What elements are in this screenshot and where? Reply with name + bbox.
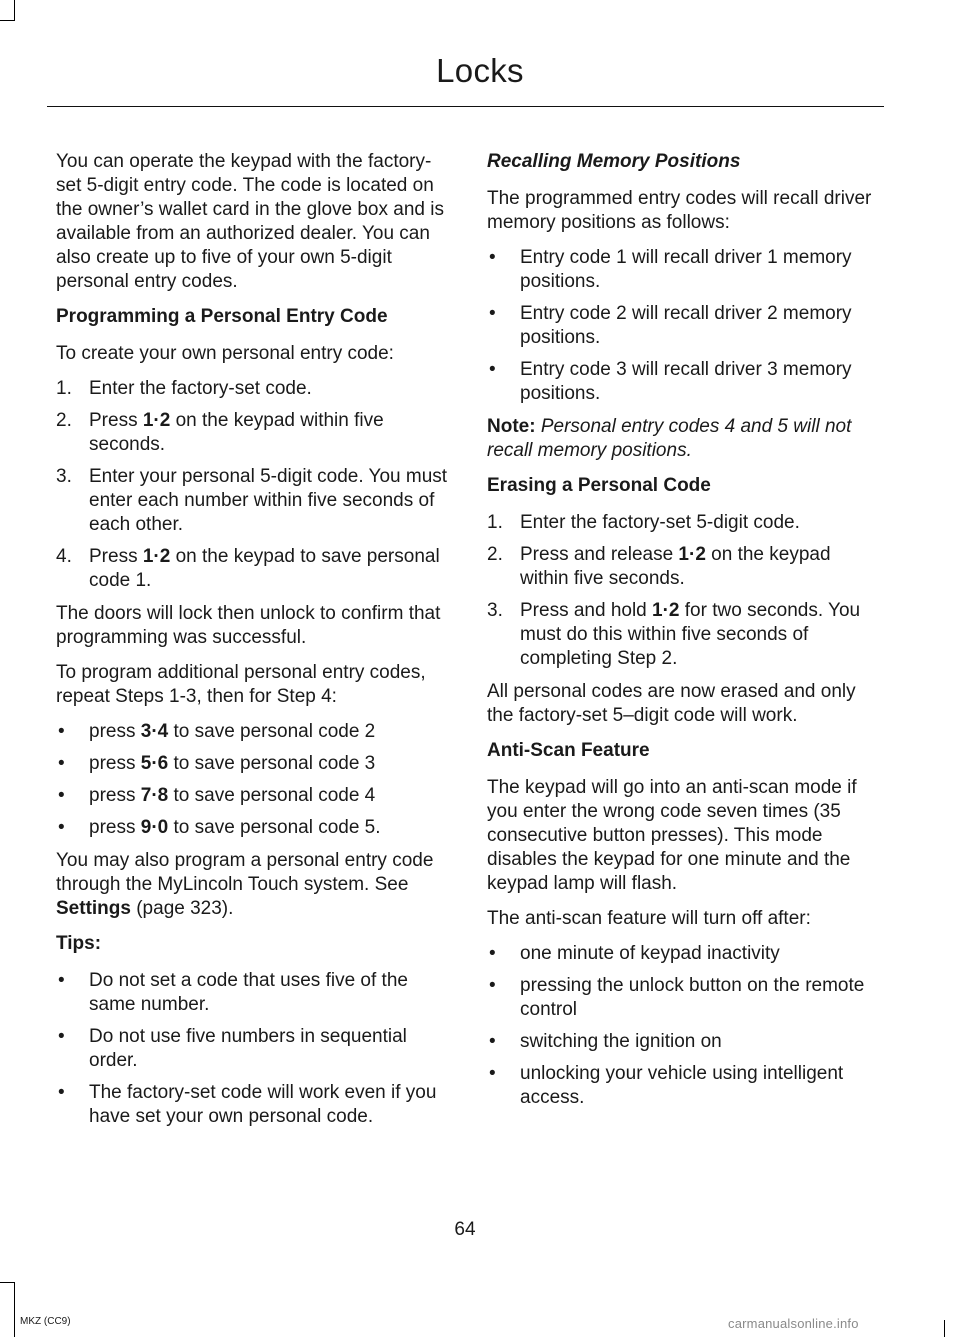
confirm-paragraph: The doors will lock then unlock to confirm that programming was successful. [56, 603, 441, 648]
bullet-icon: • [489, 303, 496, 324]
key-combo: 7·8 [140, 785, 169, 806]
step-number: 3. [56, 466, 72, 487]
settings-link[interactable]: Settings [56, 898, 131, 919]
bullet-icon: • [58, 1082, 65, 1103]
list-item [487, 1030, 879, 1054]
list-item [56, 969, 448, 1017]
page-number: 64 [454, 1219, 476, 1240]
antiscan-off-intro: The anti-scan feature will turn off after: [487, 908, 811, 929]
note-label: Note: [487, 416, 536, 437]
step-text-post: on the keypad within five seconds. [89, 410, 384, 455]
crop-mark [14, 1282, 15, 1337]
step-text: Enter your personal 5-digit code. You must enter each number within five seconds of each other. [89, 466, 448, 535]
watermark: carmanualsonline.info [728, 1316, 859, 1331]
bullet-icon: • [489, 359, 496, 380]
bullet-icon: • [489, 1063, 496, 1084]
list-item [56, 545, 448, 593]
key-combo: 9·0 [140, 817, 169, 838]
antiscan-item-text: pressing the unlock button on the remote control [520, 975, 865, 1020]
step-text-post: on the keypad to save personal code 1. [89, 546, 440, 591]
step-text-pre: Press and hold [520, 600, 653, 621]
section-heading-memory: Recalling Memory Positions [487, 151, 741, 172]
step-text-pre: Press [89, 410, 143, 431]
bullet-icon: • [58, 1026, 65, 1047]
memory-list [487, 246, 879, 406]
tips-list [56, 969, 448, 1129]
item-text-post: to save personal code 3 [168, 753, 376, 774]
item-text-pre: press [89, 817, 141, 838]
antiscan-off-list [487, 942, 879, 1110]
additional-codes-list [56, 720, 448, 840]
memory-item-text: Entry code 2 will recall driver 2 memory positions. [520, 303, 852, 348]
memory-item-text: Entry code 3 will recall driver 3 memory positions. [520, 359, 852, 404]
bullet-icon: • [58, 785, 65, 806]
page-title: Locks [436, 52, 524, 89]
bullet-icon: • [58, 753, 65, 774]
key-combo: 1·2 [142, 410, 171, 431]
key-combo: 1·2 [678, 544, 706, 565]
step-text-pre: Press [89, 546, 143, 567]
step-text-pre: Press and release [520, 544, 679, 565]
tip-text: Do not set a code that uses five of the same number. [89, 970, 408, 1015]
touch-paragraph [56, 849, 448, 921]
list-item [487, 599, 879, 671]
list-item [56, 816, 448, 840]
list-item [487, 1062, 879, 1110]
tip-text: Do not use five numbers in sequential order. [89, 1026, 407, 1071]
step-number: 4. [56, 546, 72, 567]
key-combo: 1·2 [142, 546, 171, 567]
erase-steps [487, 511, 879, 671]
item-text-post: to save personal code 5. [168, 817, 381, 838]
intro-paragraph: You can operate the keypad with the factory-set 5-digit entry code. The code is located on the owner’s wallet card in the glove box and is available from an authorized dealer. You can also create up to five of your own 5-digit personal entry codes. [56, 151, 444, 292]
item-text-pre: press [89, 753, 141, 774]
list-item [56, 784, 448, 808]
step-number: 1. [487, 512, 503, 533]
programming-steps [56, 377, 448, 593]
item-text-post: to save personal code 2 [168, 721, 376, 742]
crop-mark [944, 1320, 945, 1337]
key-combo: 1·2 [652, 600, 680, 621]
antiscan-item-text: unlocking your vehicle using intelligent access. [520, 1063, 844, 1108]
header-divider [47, 106, 884, 107]
step-text: Enter the factory-set 5-digit code. [520, 512, 800, 533]
list-item [487, 246, 879, 294]
bullet-icon: • [489, 247, 496, 268]
step-number: 1. [56, 378, 72, 399]
list-item [487, 511, 879, 535]
additional-paragraph: To program additional personal entry codes, repeat Steps 1-3, then for Step 4: [56, 662, 426, 707]
tip-text: The factory-set code will work even if you have set your own personal code. [89, 1082, 437, 1127]
step-text: Enter the factory-set code. [89, 378, 312, 399]
memory-intro: The programmed entry codes will recall driver memory positions as follows: [487, 188, 872, 233]
list-item [487, 942, 879, 966]
right-column [487, 150, 879, 1119]
touch-text-pre: You may also program a personal entry code through the MyLincoln Touch system. See [56, 850, 434, 895]
left-column [56, 150, 448, 1138]
bullet-icon: • [489, 943, 496, 964]
note-text: Personal entry codes 4 and 5 will not recall memory positions. [487, 416, 852, 461]
memory-item-text: Entry code 1 will recall driver 1 memory positions. [520, 247, 852, 292]
tips-heading: Tips: [56, 933, 102, 954]
crop-mark [14, 0, 15, 20]
crop-mark [0, 1282, 15, 1283]
list-item [56, 409, 448, 457]
bullet-icon: • [489, 1031, 496, 1052]
crop-mark [0, 20, 15, 21]
list-item [56, 1025, 448, 1073]
list-item [56, 465, 448, 537]
section-heading-erasing: Erasing a Personal Code [487, 475, 711, 496]
note-paragraph [487, 415, 879, 463]
document-code: MKZ (CC9) [20, 1316, 71, 1327]
list-item [487, 358, 879, 406]
list-item [487, 302, 879, 350]
list-item [487, 974, 879, 1022]
step-number: 2. [487, 544, 503, 565]
section-heading-antiscan: Anti-Scan Feature [487, 740, 650, 761]
item-text-pre: press [89, 721, 141, 742]
bullet-icon: • [489, 975, 496, 996]
antiscan-item-text: switching the ignition on [520, 1031, 722, 1052]
bullet-icon: • [58, 817, 65, 838]
list-item [56, 377, 448, 401]
antiscan-item-text: one minute of keypad inactivity [520, 943, 780, 964]
step-number: 3. [487, 600, 503, 621]
key-combo: 3·4 [140, 721, 169, 742]
list-item [56, 720, 448, 744]
antiscan-paragraph: The keypad will go into an anti-scan mode if you enter the wrong code seven times (35 consecutive button presses). This mode disables the keypad for one minute and the keypad lamp will flash. [487, 777, 857, 894]
bullet-icon: • [58, 970, 65, 991]
create-intro: To create your own personal entry code: [56, 343, 394, 364]
step-text-post: for two seconds. You must do this within five seconds of completing Step 2. [520, 600, 861, 669]
list-item [487, 543, 879, 591]
item-text-pre: press [89, 785, 141, 806]
key-combo: 5·6 [140, 753, 169, 774]
step-text-post: on the keypad within five seconds. [520, 544, 831, 589]
bullet-icon: • [58, 721, 65, 742]
erased-paragraph: All personal codes are now erased and only the factory-set 5–digit code will work. [487, 681, 856, 726]
touch-text-post: (page 323). [130, 898, 234, 919]
section-heading-programming: Programming a Personal Entry Code [56, 306, 388, 327]
item-text-post: to save personal code 4 [168, 785, 376, 806]
step-number: 2. [56, 410, 72, 431]
list-item [56, 1081, 448, 1129]
list-item [56, 752, 448, 776]
